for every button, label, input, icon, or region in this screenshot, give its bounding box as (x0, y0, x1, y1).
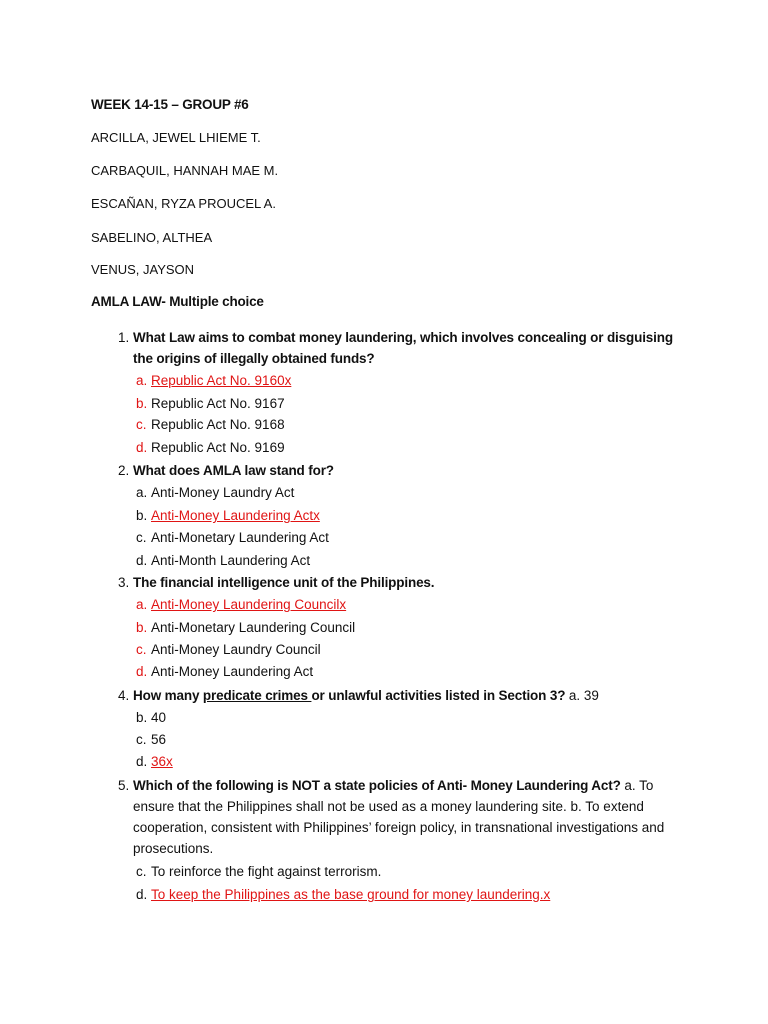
option-letter: c. (136, 417, 147, 432)
question-text (133, 685, 678, 706)
option-letter: a. (136, 485, 148, 500)
option-letter: b. (136, 396, 148, 411)
inline-option: a. 39 (568, 688, 599, 703)
option-text: Anti-Month Laundering Act (151, 553, 311, 568)
option (136, 863, 381, 881)
question-number: 4. (118, 688, 130, 703)
option-letter: b. (136, 620, 148, 635)
option-letter: c. (136, 530, 147, 545)
option (136, 619, 355, 637)
option-letter: b. (136, 508, 148, 523)
question-number: 3. (118, 575, 130, 590)
option (136, 663, 313, 681)
question-3 (118, 572, 678, 593)
inline-options: a. To ensure that the Philippines shall not be used as a money laundering site. b. To extend cooperation, consistent with Philippines’ foreign policy, in transnational investigations and prosecutions. (133, 778, 665, 856)
question-5 (118, 775, 678, 859)
member-name: ESCAÑAN, RYZA PROUCEL A. (91, 196, 276, 211)
option-letter: a. (136, 373, 148, 388)
member-name: SABELINO, ALTHEA (91, 230, 213, 245)
option-text: Anti-Money Laundering Actx (151, 508, 320, 523)
option-text: Republic Act No. 9168 (151, 417, 285, 432)
underlined-term: predicate crimes (202, 688, 312, 703)
question-text-part: or unlawful activities listed in Section 3? (311, 688, 566, 703)
option-correct (136, 886, 550, 904)
question-number: 2. (118, 463, 130, 478)
question-text: The financial intelligence unit of the Philippines. (133, 575, 435, 590)
option-letter: d. (136, 440, 148, 455)
member-name: CARBAQUIL, HANNAH MAE M. (91, 163, 279, 178)
option-text: 36x (151, 754, 173, 769)
option-text: Anti-Monetary Laundering Council (151, 620, 356, 635)
question-number: 1. (118, 330, 130, 345)
member-name: VENUS, JAYSON (91, 262, 195, 277)
option-text: 56 (151, 732, 167, 747)
question-2 (118, 460, 678, 481)
option-correct (136, 596, 346, 614)
option-text: Republic Act No. 9167 (151, 396, 285, 411)
option (136, 731, 166, 749)
question-text-part: Which of the following is NOT a state policies of Anti- Money Laundering Act? (133, 778, 621, 793)
option-letter: c. (136, 864, 147, 879)
option-text: Anti-Money Laundry Act (151, 485, 295, 500)
question-text-part: How many (133, 688, 203, 703)
question-text: What does AMLA law stand for? (133, 463, 334, 478)
option-letter: d. (136, 553, 148, 568)
option-text: 40 (151, 710, 167, 725)
option-text: Anti-Monetary Laundering Act (151, 530, 329, 545)
option-correct (136, 753, 173, 771)
option (136, 529, 329, 547)
question-text: What Law aims to combat money laundering, which involves concealing or disguising the origins of illegally obtained funds? (133, 330, 673, 366)
option (136, 395, 285, 413)
question-1 (118, 327, 678, 369)
option-letter: d. (136, 887, 148, 902)
option (136, 552, 310, 570)
member-name: ARCILLA, JEWEL LHIEME T. (91, 130, 261, 145)
option-letter: a. (136, 597, 148, 612)
option-letter: c. (136, 642, 147, 657)
option-letter: c. (136, 732, 147, 747)
document-title: WEEK 14-15 – GROUP #6 (91, 97, 249, 112)
option-correct (136, 507, 320, 525)
option-text: Republic Act No. 9160x (151, 373, 292, 388)
option-text: Anti-Money Laundering Councilx (151, 597, 347, 612)
option-letter: d. (136, 754, 148, 769)
option (136, 641, 321, 659)
option-correct (136, 372, 291, 390)
option (136, 416, 285, 434)
option-text: To keep the Philippines as the base ground for money laundering.x (151, 887, 551, 902)
option-text: To reinforce the fight against terrorism. (151, 864, 382, 879)
option (136, 439, 285, 457)
option-text: Anti-Money Laundry Council (151, 642, 321, 657)
option-text: Republic Act No. 9169 (151, 440, 285, 455)
option-letter: d. (136, 664, 148, 679)
question-4 (118, 685, 678, 706)
question-text (133, 775, 678, 859)
option-letter: b. (136, 710, 148, 725)
option (136, 484, 294, 502)
section-title: AMLA LAW- Multiple choice (91, 294, 264, 309)
question-number: 5. (118, 778, 130, 793)
option-text: Anti-Money Laundering Act (151, 664, 314, 679)
option (136, 709, 166, 727)
